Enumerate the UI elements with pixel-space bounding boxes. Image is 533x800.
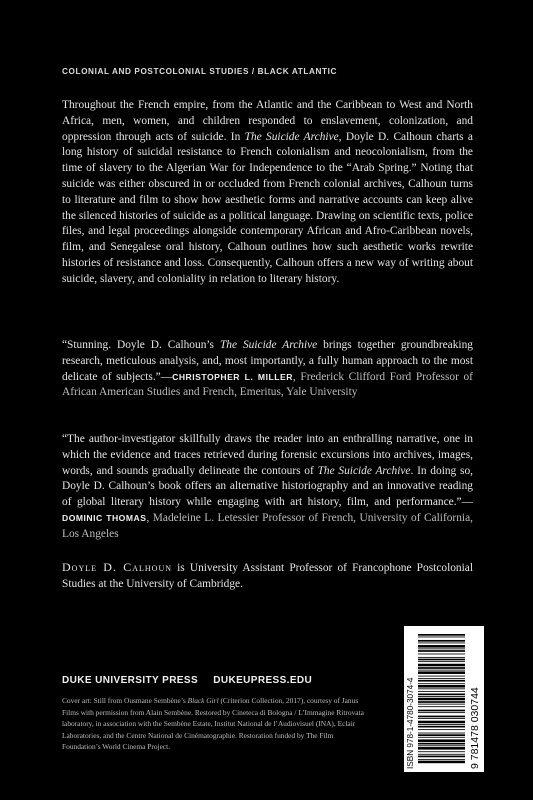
barcode-bar — [418, 678, 465, 679]
barcode-bar — [418, 733, 465, 734]
description-text-cont: , Doyle D. Calhoun charts a long history of suicidal resistance to French colonialism and neocolonialism, from the time of slavery to the Algerian War for Independence to the “Arab Spring.” Noting that suicide was either obscured in or occluded from French colonial archives, Calhoun turns to literature and film to show how aesthetic forms and narrative accounts can keep alive the silenced histories of suicide as a political language. Drawing on scientific texts, police files, and legal proceedings alongside contemporary African and Afro-Caribbean novels, film, and Senegalese oral history, Calhoun outlines how such aesthetic works rewrite histories of resistance and loss. Consequently, Calhoun offers a new way of writing about suicide, slavery, and coloniality in relation to literary history. — [62, 130, 473, 285]
quote-text-cont: . In doing so, Doyle D. Calhoun’s book offers an alternative historiography and an innovative reading of global literary history while engaging with art history, film, and performance.”— — [62, 464, 473, 509]
barcode-bar — [418, 643, 465, 644]
barcode-bar — [418, 670, 465, 671]
quote-author: DOMINIC THOMAS — [62, 512, 147, 523]
quote-text: “Stunning. Doyle D. Calhoun’s — [62, 339, 220, 351]
book-title: The Suicide Archive — [219, 339, 318, 351]
publisher-name: DUKE UNIVERSITY PRESS — [62, 675, 199, 686]
barcode-bar — [418, 716, 465, 718]
isbn-text: ISBN 978-1-4780-3074-4 — [406, 677, 415, 769]
barcode-number: 9 781478 030744 — [469, 687, 481, 769]
barcode-bar — [418, 739, 465, 742]
quote-text: “The author-investigator skillfully draws the reader into an enthralling narrative, one in which the evidence and traces retrieved during forensic excursions into archives, images, words, and sounds gradually delineate the contours of — [62, 433, 473, 477]
barcode-bar — [418, 704, 465, 705]
barcode-bar — [418, 737, 465, 738]
barcode-bar — [418, 734, 465, 736]
barcode-bar — [418, 645, 465, 648]
barcode-bar — [418, 751, 465, 752]
barcode-bar — [418, 696, 465, 697]
barcode-bar — [418, 759, 465, 760]
barcode-bar — [418, 710, 465, 712]
barcode-bar — [418, 661, 465, 662]
quote-affiliation: , Frederick Clifford Ford Professor of African American Studies and French, Emeritus, Yale University — [62, 370, 473, 399]
barcode-bar — [418, 683, 465, 684]
author-bio — [62, 560, 473, 593]
barcode-bar — [418, 747, 465, 750]
quote-author: CHRISTOPHER L. MILLER — [172, 371, 293, 382]
barcode-bar — [418, 694, 465, 696]
barcode-bar — [418, 657, 465, 658]
barcode-bar — [418, 743, 465, 745]
quote-text-cont: brings together groundbreaking research, meticulous analysis, and, most importantly, a fully human approach to the most delicate of subjects.”— — [62, 339, 473, 383]
barcode-bar — [418, 761, 465, 764]
book-description — [62, 98, 473, 288]
description-text: Throughout the French empire, from the Atlantic and the Caribbean to West and North Africa, men, women, and children responded to enslavement, colonization, and oppression through acts of suicide. In — [62, 99, 473, 143]
barcode-bar — [418, 680, 465, 682]
film-title: Black Girl — [187, 696, 219, 705]
barcode-bar — [418, 634, 465, 636]
barcode-bar — [418, 688, 465, 689]
barcode-bar — [418, 745, 465, 746]
barcode-bar — [418, 712, 465, 713]
barcode-bar — [418, 756, 465, 758]
endorsement-miller — [62, 338, 473, 401]
barcode-bar — [418, 650, 465, 652]
category-label: COLONIAL AND POSTCOLONIAL STUDIES / BLACK ATLANTIC — [62, 67, 338, 76]
publisher-url: DUKEUPRESS.EDU — [213, 675, 313, 686]
quote-affiliation: , Madeleine L. Letessier Professor of French, University of California, Los Angeles — [62, 511, 473, 540]
cover-art-credit — [62, 695, 372, 753]
publisher-line — [62, 675, 312, 686]
barcode-bar — [418, 754, 465, 755]
barcode-bar — [418, 637, 465, 638]
barcode-bar — [418, 698, 465, 701]
credit-text-cont: (Criterion Collection, 2017), courtesy of Janus Films with permission from Alain Sembène. Restored by Cineteca di Bologna / L’Immagine Ritrovata laboratory, in association with the Sembène Estate, Institut National de l’Audiovisuel (INA), Eclair Laboratories, and the Centre National de Cinématographie. Restoration funded by The Film Foundation’s World Cinema Project. — [62, 696, 364, 752]
book-title: The Suicide Archive — [317, 464, 411, 477]
barcode-bar — [418, 664, 465, 667]
endorsement-thomas — [62, 432, 473, 543]
barcode-graphic — [404, 626, 484, 772]
barcode-bar — [418, 685, 465, 688]
barcode-bar — [418, 706, 465, 707]
credit-text: Cover art: Still from Ousmane Sembène’s — [62, 696, 188, 705]
barcode-bar — [418, 721, 465, 724]
book-title: The Suicide Archive — [244, 130, 339, 143]
isbn-barcode — [404, 626, 484, 772]
barcode-bar — [418, 648, 465, 649]
barcode-bar — [418, 729, 465, 730]
barcode-bar — [418, 691, 465, 692]
author-name: Doyle D. Calhoun — [62, 560, 172, 574]
barcode-bar — [418, 671, 465, 674]
barcode-bar — [418, 676, 465, 677]
barcode-bar — [418, 654, 465, 655]
bio-text: is University Assistant Professor of Francophone Postcolonial Studies at the University of Cambridge. — [62, 562, 474, 590]
barcode-bar — [418, 724, 465, 725]
barcode-bar — [418, 726, 465, 728]
barcode-bars — [418, 634, 465, 763]
barcode-bar — [418, 640, 465, 642]
barcode-bar — [418, 701, 465, 703]
barcode-bar — [418, 667, 465, 669]
barcode-bar — [418, 718, 465, 719]
barcode-bar — [418, 659, 465, 661]
